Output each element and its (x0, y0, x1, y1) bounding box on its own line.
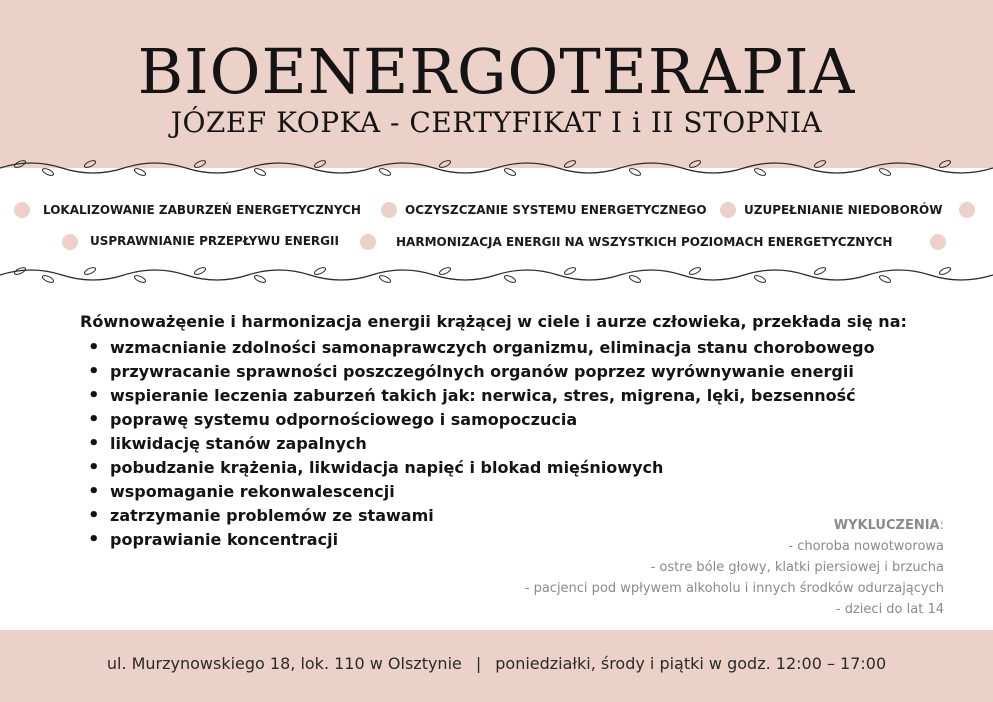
exclusions-title: WYKLUCZENIA (833, 518, 940, 533)
benefit-item: • poprawę systemu odpornościowego i samopoczucia (88, 408, 875, 432)
bullet-dot (360, 234, 376, 250)
bullet-dot (62, 234, 78, 250)
page-subtitle: JÓZEF KOPKA - CERTYFIKAT I i II STOPNIA (170, 106, 823, 139)
services-list (0, 195, 993, 255)
bullet-dot (930, 234, 946, 250)
bullet-dot (14, 202, 30, 218)
vine-divider-top (0, 155, 993, 181)
exclusion-item: - ostre bóle głowy, klatki piersiowej i brzucha (650, 560, 944, 575)
exclusions-block (525, 515, 944, 620)
service-item: HARMONIZACJA ENERGII NA WSZYSTKICH POZIOMACH ENERGETYCZNYCH (396, 235, 893, 249)
footer-info (0, 654, 993, 673)
benefit-item: • likwidację stanów zapalnych (88, 432, 875, 456)
service-item: USPRAWNIANIE PRZEPŁYWU ENERGII (90, 234, 339, 248)
exclusions-colon: : (939, 518, 944, 533)
header-banner (0, 0, 993, 168)
service-item: OCZYSZCZANIE SYSTEMU ENERGETYCZNEGO (405, 203, 707, 217)
benefit-item: • wspomaganie rekonwalescencji (88, 480, 875, 504)
page-title: BIOENERGOTERAPIA (137, 35, 856, 108)
bullet-dot (381, 202, 397, 218)
footer-separator: | (475, 654, 482, 673)
service-item: LOKALIZOWANIE ZABURZEŃ ENERGETYCZNYCH (43, 203, 361, 217)
exclusions-heading (525, 515, 944, 536)
address-text: ul. Murzynowskiego 18, lok. 110 w Olsztynie (106, 654, 462, 673)
hours-text: poniedziałki, środy i piątki w godz. 12:00 – 17:00 (495, 654, 887, 673)
benefit-item: • przywracanie sprawności poszczególnych organów poprzez wyrównywanie energii (88, 360, 875, 384)
benefit-item: • wspieranie leczenia zaburzeń takich jak: nerwica, stres, migrena, lęki, bezsenność (88, 384, 875, 408)
benefit-item: • pobudzanie krążenia, likwidacja napięć i blokad mięśniowych (88, 456, 875, 480)
bullet-dot (720, 202, 736, 218)
bullet-dot (959, 202, 975, 218)
vine-divider-bottom (0, 262, 993, 288)
benefit-item: • zatrzymanie problemów ze stawami (88, 504, 875, 528)
service-item: UZUPEŁNIANIE NIEDOBORÓW (744, 203, 943, 217)
exclusion-item: - pacjenci pod wpływem alkoholu i innych środków odurzających (524, 581, 944, 596)
exclusion-item: - dzieci do lat 14 (835, 602, 944, 617)
intro-text: Równoważęenie i harmonizacja energii krążącej w ciele i aurze człowieka, przekłada się na: (80, 312, 907, 331)
exclusion-item: - choroba nowotworowa (788, 539, 944, 554)
benefit-item: • poprawianie koncentracji (88, 528, 875, 552)
benefit-item: • wzmacnianie zdolności samonaprawczych organizmu, eliminacja stanu chorobowego (88, 336, 875, 360)
footer-banner (0, 630, 993, 702)
